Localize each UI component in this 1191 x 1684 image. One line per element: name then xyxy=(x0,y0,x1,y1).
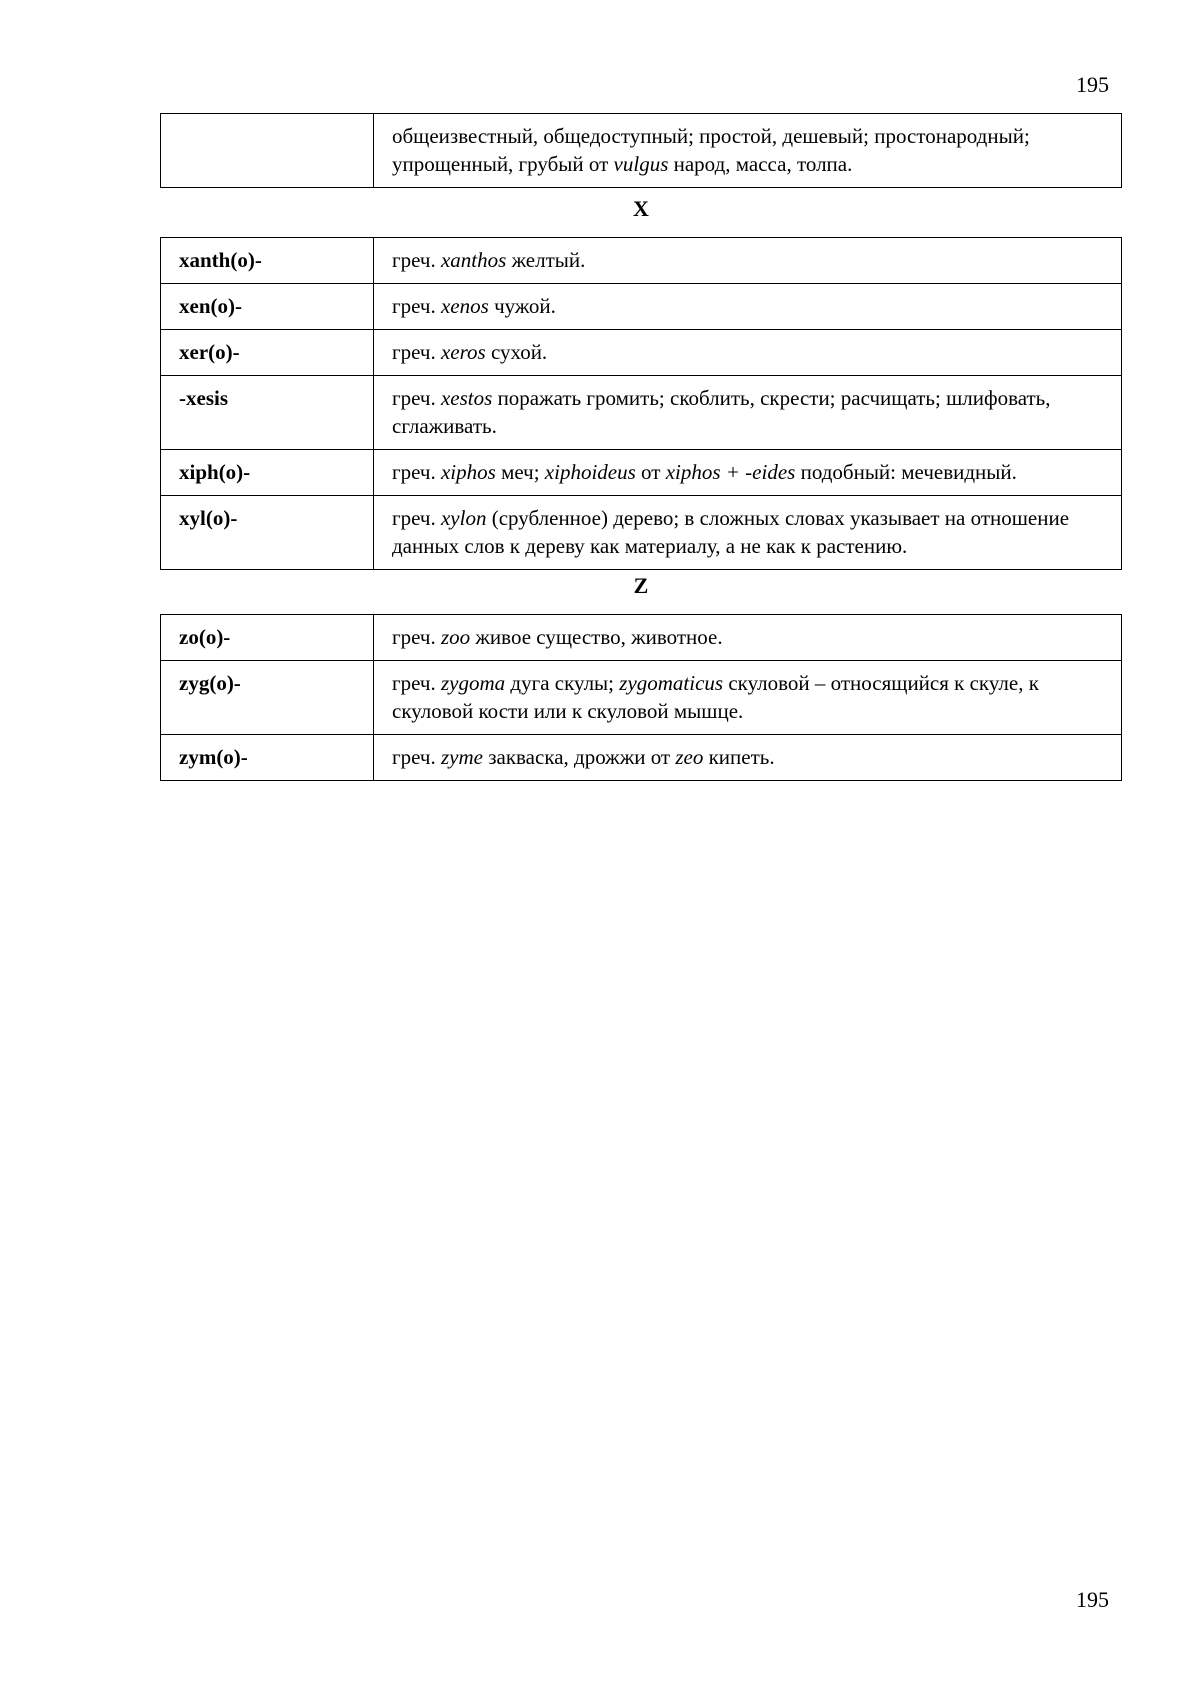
table-row xyxy=(161,450,1122,496)
latin-term: xiphos xyxy=(440,460,496,484)
entry-definition: греч. xiphos меч; xiphoideus от xiphos + -eides подобный: мечевидный. xyxy=(374,450,1122,496)
entry-term: xanth(o)- xyxy=(161,238,374,284)
entry-term: zyg(o)- xyxy=(161,661,374,735)
page-number-bottom: 195 xyxy=(1076,1587,1109,1612)
latin-term: zoo xyxy=(440,625,471,649)
table-row xyxy=(161,376,1122,450)
latin-term: xestos xyxy=(440,386,493,410)
section-letter-x: X xyxy=(633,196,649,221)
table-row xyxy=(161,615,1122,661)
latin-term: zygoma xyxy=(440,671,506,695)
table-row xyxy=(161,496,1122,570)
entry-definition: греч. xenos чужой. xyxy=(374,284,1122,330)
entry-definition: греч. xylon (срубленное) дерево; в сложных словах указывает на отношение данных слов к дереву как материалу, а не как к растению. xyxy=(374,496,1122,570)
latin-term: xanthos xyxy=(440,248,507,272)
table-row xyxy=(161,661,1122,735)
entry-definition: греч. zygoma дуга скулы; zygomaticus скуловой – относящийся к скуле, к скуловой кости или к скуловой мышце. xyxy=(374,661,1122,735)
latin-term: vulgus xyxy=(613,152,669,176)
table-row xyxy=(161,114,1122,188)
dictionary-table-z xyxy=(160,614,1122,781)
entry-term xyxy=(161,114,374,188)
entry-term: -xesis xyxy=(161,376,374,450)
table-row xyxy=(161,735,1122,781)
entry-term: xer(o)- xyxy=(161,330,374,376)
entry-term: xen(o)- xyxy=(161,284,374,330)
entry-definition: греч. xeros сухой. xyxy=(374,330,1122,376)
latin-term: xeros xyxy=(440,340,486,364)
entry-definition: греч. xestos поражать громить; скоблить, скрести; расчищать; шлифовать, сглаживать. xyxy=(374,376,1122,450)
latin-term: zyme xyxy=(440,745,483,769)
entry-term: xyl(o)- xyxy=(161,496,374,570)
dictionary-table-x xyxy=(160,237,1122,570)
latin-term: xenos xyxy=(440,294,489,318)
latin-term: xylon xyxy=(440,506,487,530)
entry-definition: греч. zyme закваска, дрожжи от zeo кипеть. xyxy=(374,735,1122,781)
latin-term: zeo xyxy=(675,745,704,769)
latin-term: xiphos + -eides xyxy=(665,460,796,484)
entry-definition: греч. xanthos желтый. xyxy=(374,238,1122,284)
table-row xyxy=(161,238,1122,284)
continuation-table xyxy=(160,113,1122,188)
entry-definition: общеизвестный, общедоступный; простой, дешевый; простонародный; упрощенный, грубый от vulgus народ, масса, толпа. xyxy=(374,114,1122,188)
entry-definition: греч. zoo живое существо, животное. xyxy=(374,615,1122,661)
latin-term: xiphoideus xyxy=(544,460,636,484)
entry-term: zym(o)- xyxy=(161,735,374,781)
table-row xyxy=(161,330,1122,376)
table-row xyxy=(161,284,1122,330)
entry-term: zo(o)- xyxy=(161,615,374,661)
section-letter-z: Z xyxy=(633,573,649,598)
page-number-top: 195 xyxy=(1076,72,1109,97)
latin-term: zygomaticus xyxy=(619,671,724,695)
entry-term: xiph(o)- xyxy=(161,450,374,496)
